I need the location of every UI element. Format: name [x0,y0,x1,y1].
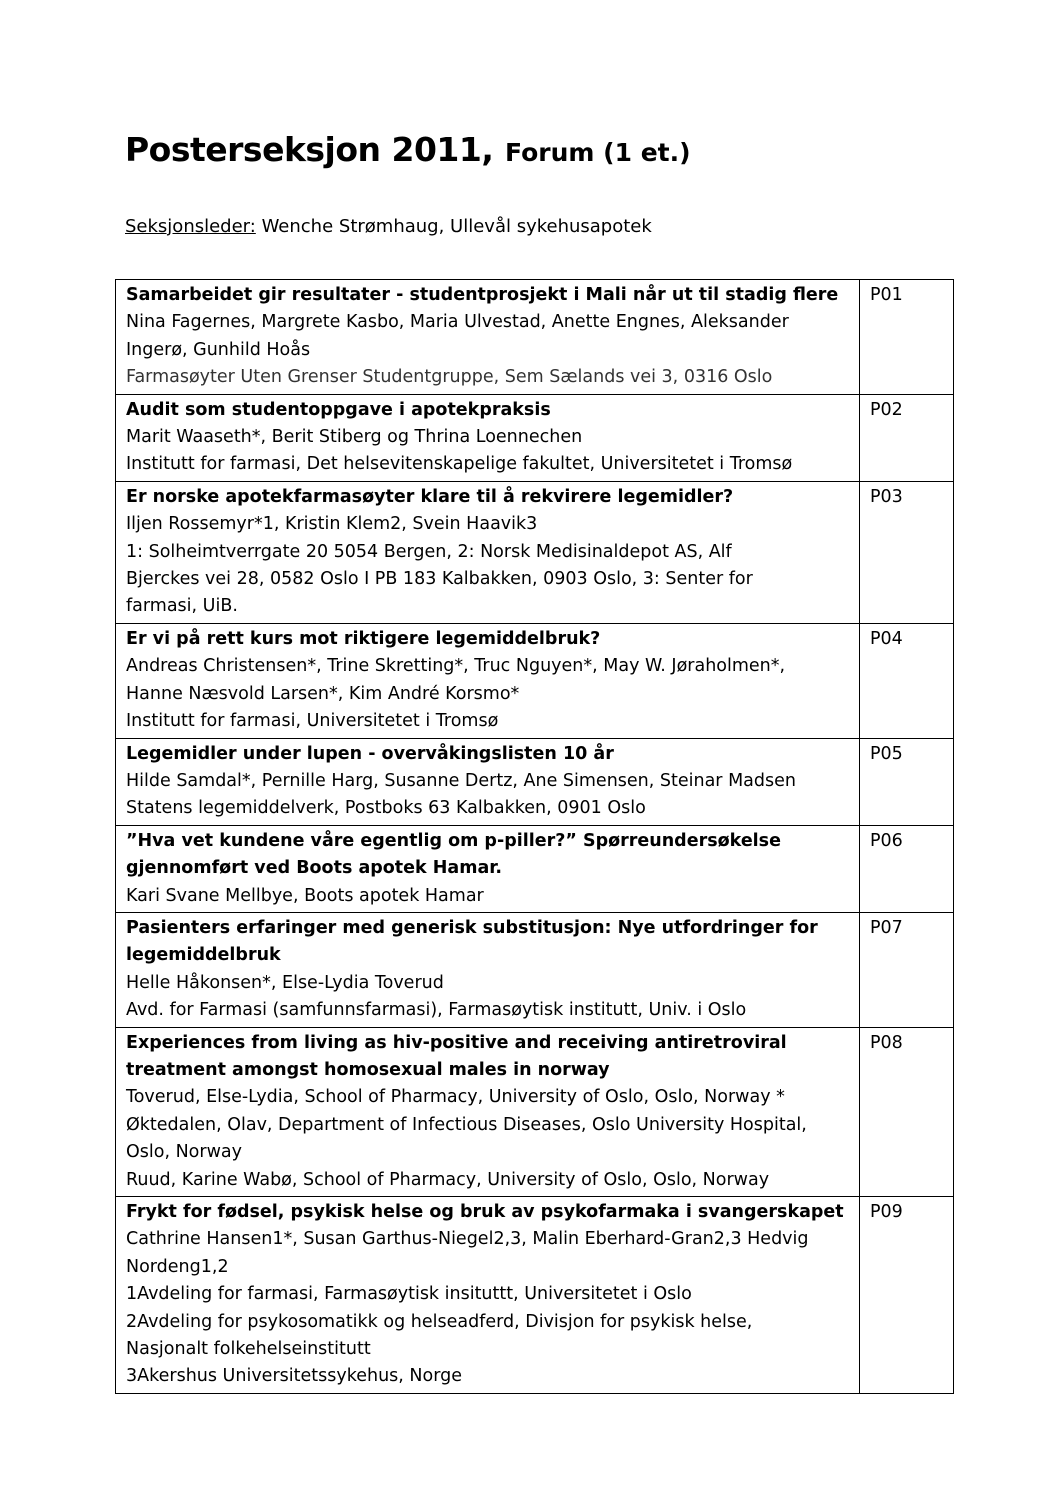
section-leader-label: Seksjonsleder: [125,216,256,237]
poster-row [116,394,954,481]
poster-affiliation: 1: Solheimtverrgate 20 5054 Bergen, 2: Norsk Medisinaldepot AS, Alf [126,541,732,562]
poster-authors: Ruud, Karine Wabø, School of Pharmacy, University of Oslo, Oslo, Norway [126,1169,770,1190]
poster-authors: Cathrine Hansen1*, Susan Garthus-Niegel2,3, Malin Eberhard-Gran2,3 Hedvig [126,1229,809,1250]
poster-affiliation: 3Akershus Universitetssykehus, Norge [126,1366,462,1387]
poster-id: P05 [860,738,954,825]
page-title [125,130,691,169]
poster-authors: Helle Håkonsen*, Else-Lydia Toverud [126,972,444,993]
poster-title: legemiddelbruk [126,945,281,966]
poster-affiliation: Nasjonalt folkehelseinstitutt [126,1339,371,1360]
poster-authors: Andreas Christensen*, Trine Skretting*, Truc Nguyen*, May W. Jøraholmen*, [126,656,786,677]
poster-id: P09 [860,1197,954,1394]
poster-title: gjennomført ved Boots apotek Hamar. [126,858,503,879]
poster-authors: Marit Waaseth*, Berit Stiberg og Thrina Loennechen [126,427,583,448]
poster-title: Er vi på rett kurs mot riktigere legemiddelbruk? [126,628,601,649]
poster-content-cell [116,1197,860,1394]
poster-content-cell [116,1027,860,1196]
poster-table [115,279,954,1394]
poster-content-cell [116,738,860,825]
poster-title: Experiences from living as hiv-positive and receiving antiretroviral [126,1032,787,1053]
poster-affiliation: 1Avdeling for farmasi, Farmasøytisk insituttt, Universitetet i Oslo [126,1284,692,1305]
poster-title: ”Hva vet kundene våre egentlig om p-piller?” Spørreundersøkelse [126,830,781,851]
section-leader-name: Wenche Strømhaug, Ullevål sykehusapotek [261,216,652,237]
poster-row [116,481,954,623]
poster-authors: Oslo, Norway [126,1142,242,1163]
poster-authors: Iljen Rossemyr*1, Kristin Klem2, Svein Haavik3 [126,514,538,535]
poster-content-cell [116,912,860,1027]
poster-affiliation: Institutt for farmasi, Det helsevitenskapelige fakultet, Universitetet i Tromsø [126,454,793,475]
poster-authors: Ingerø, Gunhild Hoås [126,339,311,360]
poster-title: Frykt for fødsel, psykisk helse og bruk av psykofarmaka i svangerskapet [126,1202,844,1222]
poster-title: Audit som studentoppgave i apotekpraksis [126,399,551,420]
poster-authors: Hilde Samdal*, Pernille Harg, Susanne Dertz, Ane Simensen, Steinar Madsen [126,770,796,791]
poster-row [116,825,954,912]
title-separator: , [481,130,494,169]
poster-authors: Øktedalen, Olav, Department of Infectious Diseases, Oslo University Hospital, [126,1114,807,1135]
poster-affiliation: Farmasøyter Uten Grenser Studentgruppe, Sem Sælands vei 3, 0316 Oslo [126,367,773,388]
poster-id: P04 [860,623,954,738]
title-main: Posterseksjon 2011 [125,130,482,169]
poster-affiliation: Bjerckes vei 28, 0582 Oslo I PB 183 Kalbakken, 0903 Oslo, 3: Senter for [126,569,753,590]
poster-authors: Nina Fagernes, Margrete Kasbo, Maria Ulvestad, Anette Engnes, Aleksander [126,312,789,333]
poster-row [116,1197,954,1394]
poster-content-cell [116,481,860,623]
poster-id: P07 [860,912,954,1027]
poster-id: P01 [860,280,954,395]
poster-table-body [116,280,954,1394]
poster-title: Samarbeidet gir resultater - studentprosjekt i Mali når ut til stadig flere [126,285,839,305]
poster-id: P06 [860,825,954,912]
poster-id: P08 [860,1027,954,1196]
poster-authors: Nordeng1,2 [126,1256,229,1277]
poster-affiliation: 2Avdeling for psykosomatikk og helseadferd, Divisjon for psykisk helse, [126,1311,753,1332]
poster-title: treatment amongst homosexual males in norway [126,1059,610,1080]
poster-id: P03 [860,481,954,623]
poster-authors: Hanne Næsvold Larsen*, Kim André Korsmo* [126,683,520,704]
poster-authors: Kari Svane Mellbye, Boots apotek Hamar [126,885,484,906]
poster-row [116,623,954,738]
poster-row [116,280,954,395]
poster-content-cell [116,825,860,912]
poster-content-cell [116,623,860,738]
poster-row [116,738,954,825]
poster-content-cell [116,280,860,395]
poster-affiliation: Avd. for Farmasi (samfunnsfarmasi), Farmasøytisk institutt, Univ. i Oslo [126,1000,747,1021]
title-subtitle: Forum (1 et.) [505,138,691,167]
poster-affiliation: farmasi, UiB. [126,596,238,617]
poster-affiliation: Statens legemiddelverk, Postboks 63 Kalbakken, 0901 Oslo [126,798,646,819]
poster-row [116,912,954,1027]
section-leader [125,216,652,237]
poster-title: Er norske apotekfarmasøyter klare til å rekvirere legemidler? [126,486,734,507]
poster-title: Legemidler under lupen - overvåkingslisten 10 år [126,743,614,764]
poster-authors: Toverud, Else-Lydia, School of Pharmacy, University of Oslo, Oslo, Norway * [126,1087,785,1108]
poster-affiliation: Institutt for farmasi, Universitetet i Tromsø [126,711,499,732]
poster-id: P02 [860,394,954,481]
poster-content-cell [116,394,860,481]
poster-row [116,1027,954,1196]
poster-title: Pasienters erfaringer med generisk substitusjon: Nye utfordringer for [126,917,818,938]
